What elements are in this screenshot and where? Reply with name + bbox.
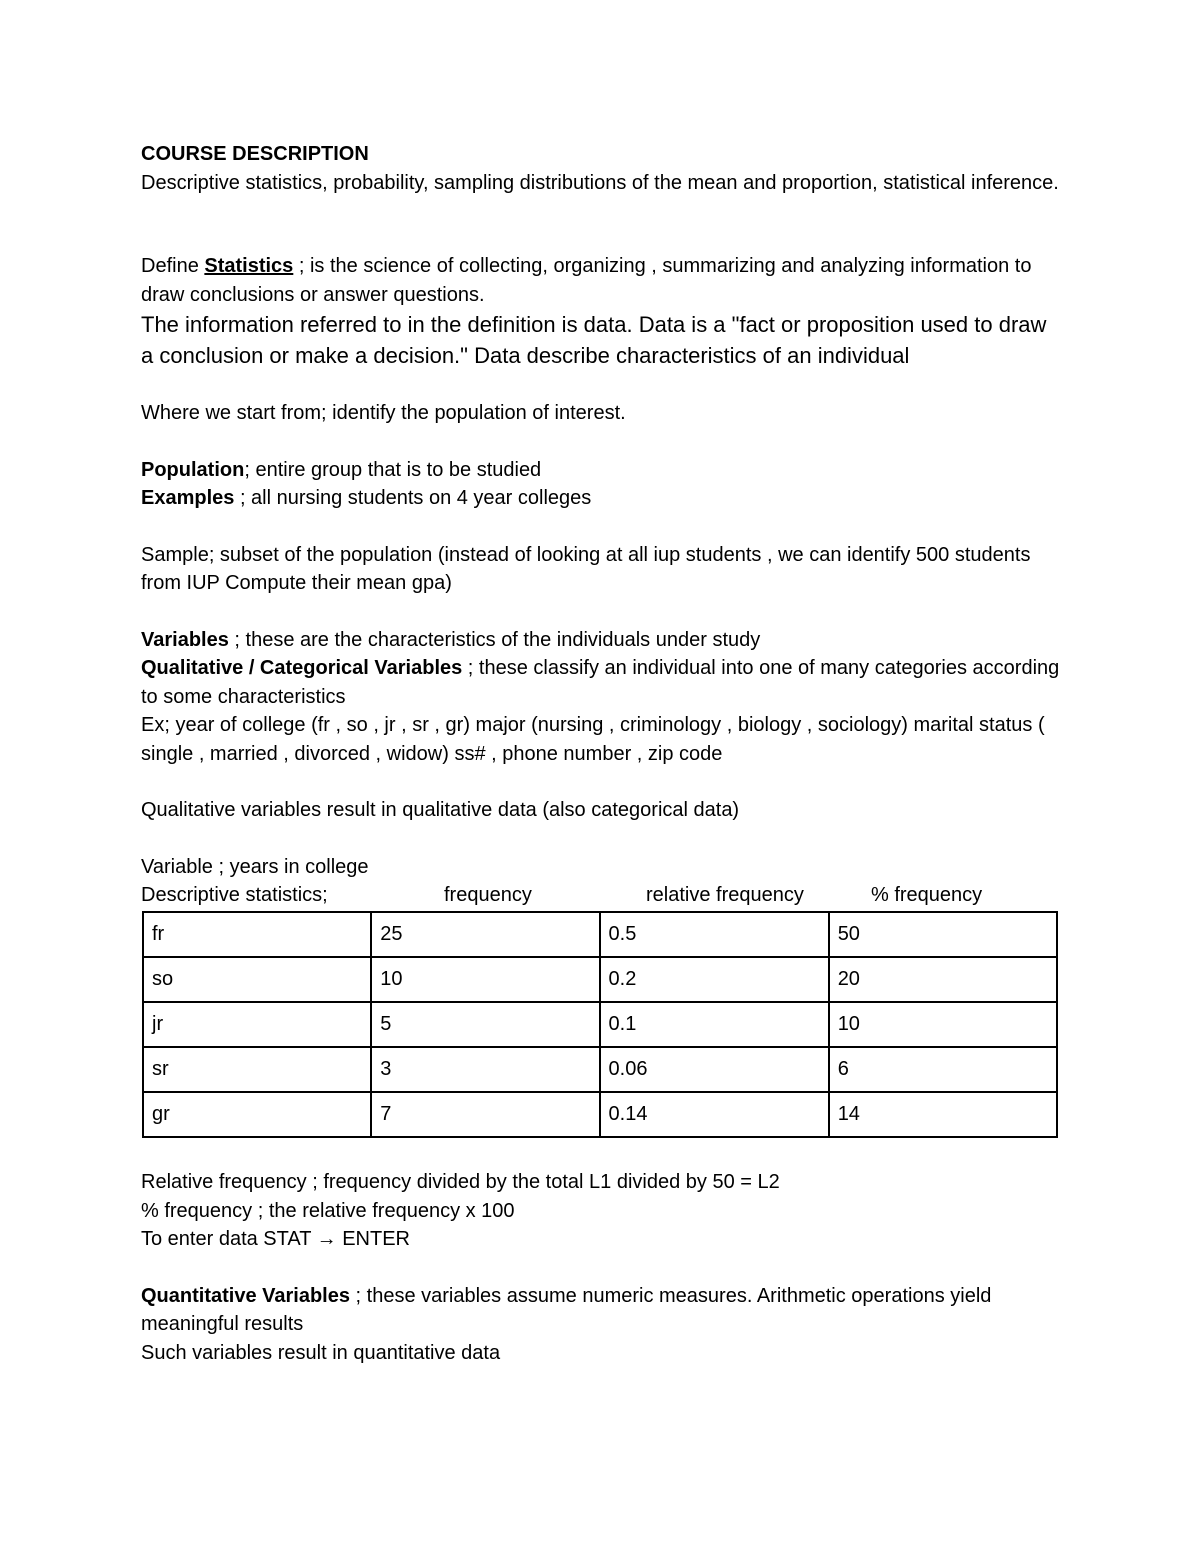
qualitative-result: Qualitative variables result in qualitative data (also categorical data) — [141, 799, 740, 821]
table-header-relative-frequency: relative frequency — [646, 884, 804, 906]
table-row — [143, 1047, 1057, 1092]
spacer — [141, 428, 1061, 456]
relative-frequency-line: Relative frequency ; frequency divided by the total L1 divided by 50 = L2 — [141, 1171, 780, 1193]
table-cell: 7 — [371, 1092, 599, 1137]
percent-frequency-line: % frequency ; the relative frequency x 100 — [141, 1199, 515, 1222]
table-cell: 0.14 — [600, 1092, 829, 1137]
course-description: Descriptive statistics, probability, sampling distributions of the mean and proportion, statistical inference. — [141, 171, 1059, 194]
population-term: Population — [141, 458, 245, 481]
course-heading: COURSE DESCRIPTION — [141, 143, 369, 165]
table-row — [143, 912, 1057, 957]
table-cell: fr — [143, 912, 371, 957]
table-cell: 6 — [829, 1047, 1057, 1092]
spacer — [141, 371, 1061, 399]
examples-line — [141, 484, 1061, 513]
table-cell: so — [143, 957, 371, 1002]
frequency-table-body — [143, 912, 1057, 1137]
variables-text: ; these are the characteristics of the individuals under study — [228, 628, 761, 651]
statistics-definition — [141, 252, 1061, 309]
table-cell: 50 — [829, 912, 1057, 957]
table-header-frequency: frequency — [444, 884, 532, 906]
spacer — [141, 598, 1061, 626]
document-page — [141, 140, 1061, 1367]
spacer — [141, 1254, 1061, 1282]
table-cell: 10 — [829, 1002, 1057, 1047]
variables-term: Variables — [141, 628, 229, 651]
table-cell: 25 — [371, 912, 599, 957]
start-line: Where we start from; identify the population of interest. — [141, 402, 626, 424]
table-cell: 0.1 — [600, 1002, 829, 1047]
table-row — [143, 957, 1057, 1002]
table-row — [143, 1002, 1057, 1047]
table-header-label: Descriptive statistics; — [141, 884, 328, 906]
spacer — [141, 768, 1061, 796]
quantitative-text: ; these variables assume numeric measures. Arithmetic operations yield meaningful results — [141, 1284, 992, 1335]
table-cell: gr — [143, 1092, 371, 1137]
examples-text: ; all nursing students on 4 year colleges — [234, 487, 592, 509]
table-cell: 5 — [371, 1002, 599, 1047]
statistics-term: Statistics — [204, 255, 294, 277]
information-paragraph: The information referred to in the definition is data. Data is a "fact or proposition used to draw a conclusion or make a decision." Data describe characteristics of an individual — [141, 312, 1047, 368]
qualitative-term: Qualitative / Categorical Variables — [141, 657, 463, 679]
variable-line: Variable ; years in college — [141, 855, 369, 878]
statistics-definition-text: ; is the science of collecting, organizing , summarizing and analyzing information to draw conclusions or answer questions. — [141, 255, 1032, 306]
table-header-percent-frequency: % frequency — [871, 884, 983, 906]
spacer — [141, 825, 1061, 853]
frequency-table — [142, 911, 1058, 1138]
table-cell: jr — [143, 1002, 371, 1047]
table-cell: 14 — [829, 1092, 1057, 1137]
examples-paragraph: Ex; year of college (fr , so , jr , sr , gr) major (nursing , criminology , biology , sociology) marital status ( single , married , divorced , widow) ss# , phone number , zip code — [141, 714, 1045, 765]
table-cell: 0.5 — [600, 912, 829, 957]
table-cell: 20 — [829, 957, 1057, 1002]
population-text: ; entire group that is to be studied — [244, 458, 542, 481]
after-table-section — [141, 1168, 1061, 1367]
quantitative-line — [141, 1282, 1061, 1339]
table-header-row — [141, 881, 1061, 909]
sample-paragraph: Sample; subset of the population (instead of looking at all iup students , we can identify 500 students from IUP Compute their mean gpa) — [141, 543, 1031, 594]
population-line — [141, 456, 1061, 485]
spacer — [141, 513, 1061, 541]
table-cell: 0.2 — [600, 957, 829, 1002]
examples-term: Examples — [141, 487, 235, 509]
table-cell: 3 — [371, 1047, 599, 1092]
variables-line — [141, 626, 1061, 655]
table-row — [143, 1092, 1057, 1137]
enter-data-line: To enter data STAT → ENTER — [141, 1228, 410, 1250]
quantitative-term: Quantitative Variables — [141, 1284, 350, 1307]
define-prefix: Define — [141, 255, 205, 277]
qualitative-line — [141, 654, 1061, 711]
table-cell: 0.06 — [600, 1047, 829, 1092]
table-cell: sr — [143, 1047, 371, 1092]
quantitative-result: Such variables result in quantitative data — [141, 1341, 501, 1364]
qualitative-text: ; these classify an individual into one of many categories according to some characteristics — [141, 657, 1060, 708]
spacer — [141, 197, 1061, 252]
table-cell: 10 — [371, 957, 599, 1002]
